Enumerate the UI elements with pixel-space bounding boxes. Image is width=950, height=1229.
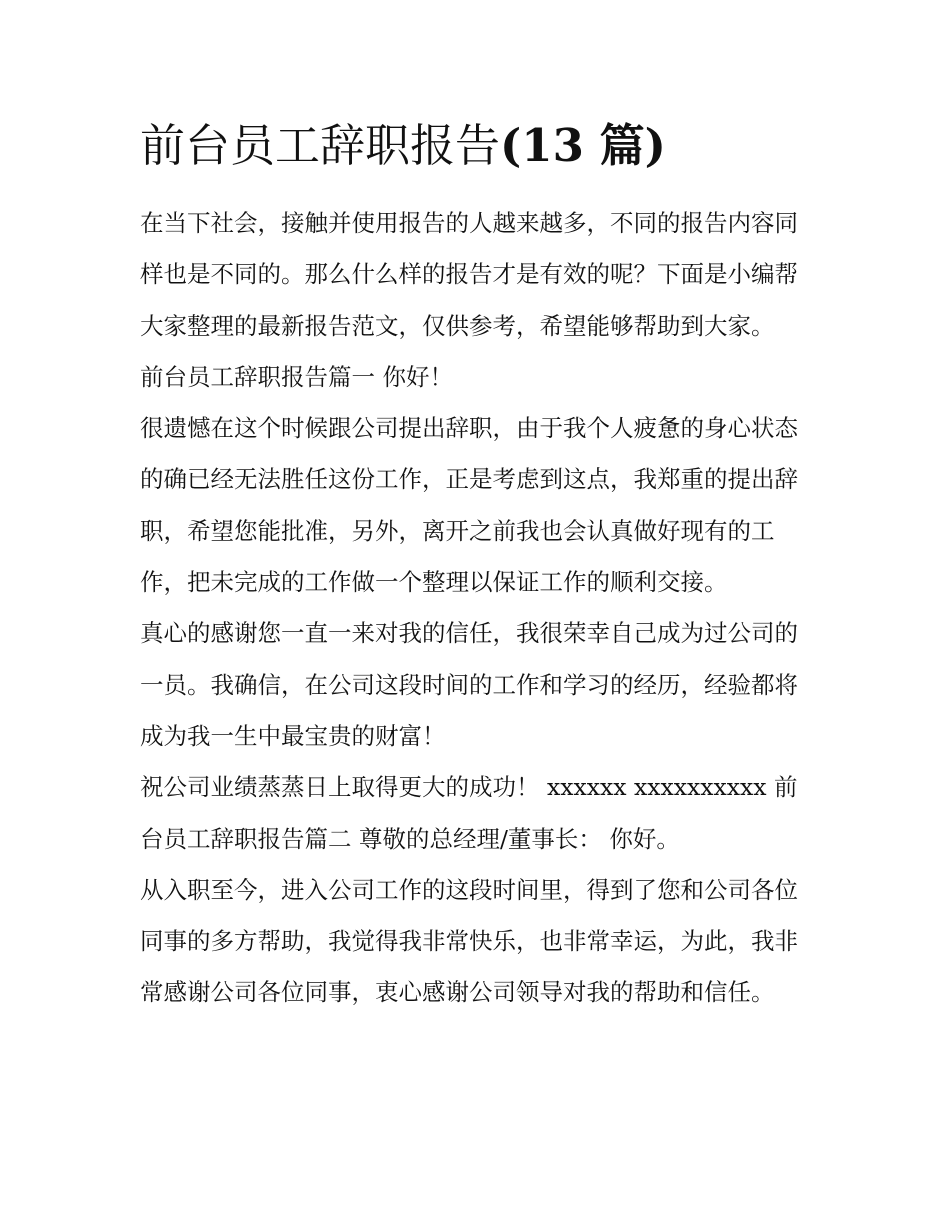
document-title xyxy=(140,114,840,178)
section-one-heading: 前台员工辞职报告篇一 你好！ xyxy=(140,362,453,391)
intro-paragraph: 在当下社会，接触并使用报告的人越来越多，不同的报告内容同样也是不同的。那么什么样的报告才是有效的呢？下面是小编帮大家整理的最新报告范文，仅供参考，希望能够帮助到大家。 xyxy=(140,209,798,340)
title-text: 前台员工辞职报告 xyxy=(140,119,501,172)
body-paragraph: 祝公司业绩蒸蒸日上取得更大的成功！ xxxxxx xxxxxxxxxx 前台员工辞职报告篇二 尊敬的总经理/董事长： 你好。 xyxy=(140,773,798,853)
body-paragraph: 从入职至今，进入公司工作的这段时间里，得到了您和公司各位同事的多方帮助，我觉得我非常快乐，也非常幸运，为此，我非常感谢公司各位同事，衷心感谢公司领导对我的帮助和信任。 xyxy=(140,875,798,1007)
body-paragraph: 真心的感谢您一直一来对我的信任，我很荣幸自己成为过公司的一员。我确信，在公司这段时间的工作和学习的经历，经验都将成为我一生中最宝贵的财富！ xyxy=(140,619,798,750)
title-count: (13 篇) xyxy=(500,119,666,172)
document-body xyxy=(140,198,820,1019)
body-paragraph: 很遗憾在这个时候跟公司提出辞职，由于我个人疲惫的身心状态的确已经无法胜任这份工作，正是考虑到这点，我郑重的提出辞职，希望您能批准，另外，离开之前我也会认真做好现有的工作，把未完成的工作做一个整理以保证工作的顺利交接。 xyxy=(140,414,798,597)
